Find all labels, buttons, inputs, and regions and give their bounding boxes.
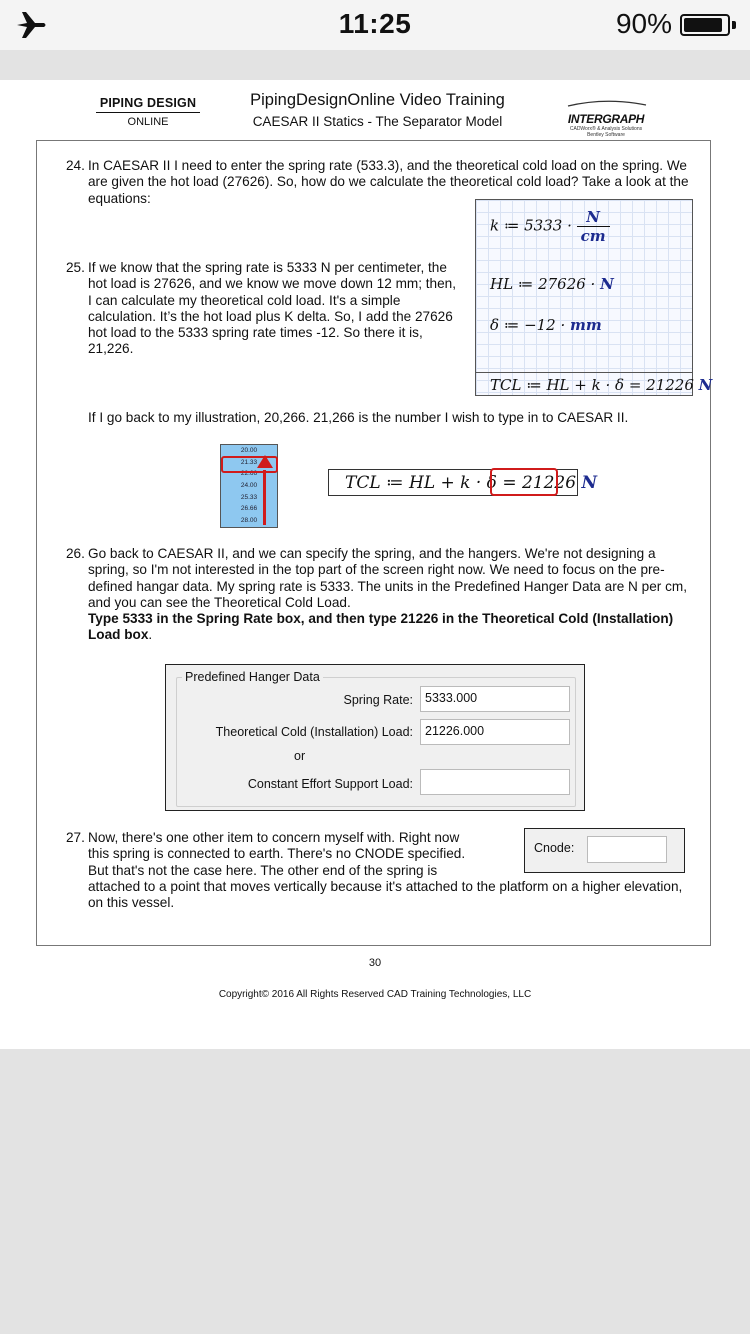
viewer-empty-area: [0, 1049, 750, 1334]
constant-effort-load-input[interactable]: [420, 769, 570, 795]
step-24-number: 24.: [66, 158, 85, 173]
illustration-note: If I go back to my illustration, 20,266. 21,266 is the number I wish to type in to CAESAR II.: [88, 410, 629, 425]
predefined-hanger-data-panel: [165, 664, 585, 811]
tcl-result-highlight: [490, 468, 558, 496]
eq-hl-unit: N: [600, 275, 614, 293]
scale-value: 25.33: [240, 493, 258, 501]
battery-level-fill: [684, 18, 722, 32]
scale-arrow-up-icon: [257, 455, 273, 468]
intergraph-tagline: CADWorx® & Analysis Solutions: [569, 126, 643, 132]
eq-k-unit-fraction: [577, 208, 610, 245]
battery-percent: 90%: [615, 8, 672, 39]
eq-tcl-lhs: TCL ≔ HL + k · δ = 21226: [490, 376, 694, 394]
intergraph-logo: [560, 94, 652, 138]
cnode-label: Cnode:: [534, 841, 575, 855]
scale-value: 20.00: [240, 447, 258, 454]
header-title-line1: PipingDesignOnline Video Training: [250, 91, 505, 109]
header-title-line2: CAESAR II Statics - The Separator Model: [252, 114, 503, 129]
eq-delta-unit: mm: [570, 316, 602, 334]
intergraph-swoosh: [560, 99, 652, 107]
tcl-equation: [345, 473, 597, 493]
eq-displacement: [490, 316, 602, 334]
logo-left-line1: PIPING DESIGN: [96, 96, 200, 113]
page-number: 30: [368, 957, 382, 969]
eq-delta-lhs: δ ≔ −12 ·: [490, 316, 566, 334]
eq-spring-rate: [490, 208, 610, 245]
spring-rate-input[interactable]: 5333.000: [420, 686, 570, 712]
scale-value: 26.66: [240, 505, 258, 513]
clock-time: 11:25: [338, 8, 412, 39]
battery-icon: [680, 14, 730, 36]
step-27-line2: this spring is connected to earth. There's no CNODE specified.: [88, 846, 466, 862]
eq-hot-load: [490, 275, 614, 293]
document-page[interactable]: [0, 80, 750, 1049]
equations-panel: [475, 199, 713, 396]
spring-rate-label: Spring Rate:: [343, 693, 413, 707]
intergraph-name: INTERGRAPH: [567, 112, 645, 126]
theoretical-cold-load-label: Theoretical Cold (Installation) Load:: [215, 725, 413, 739]
eq-theoretical-cold-load: [490, 376, 712, 394]
scale-value: 28.00: [240, 517, 258, 525]
eq-divider: [476, 372, 692, 373]
step-27-line3: But that's not the case here. The other end of the spring is: [88, 862, 438, 878]
tcl2-unit: N: [581, 473, 598, 493]
eq-hl-lhs: HL ≔ 27626 ·: [490, 275, 596, 293]
theoretical-cold-load-input[interactable]: 21226.000: [420, 719, 570, 745]
cnode-panel: [524, 828, 685, 873]
step-26-instruction-tail: .: [148, 627, 153, 643]
step-27-line4: attached to a point that moves vertically because it's attached to the platform on a higher elevation, on this vessel.: [88, 878, 683, 911]
eq-k-den: cm: [580, 227, 606, 245]
viewer-top-margin: [0, 50, 750, 80]
constant-effort-load-label: Constant Effort Support Load:: [247, 777, 413, 791]
step-25-number: 25.: [66, 260, 85, 275]
eq-k-num: N: [577, 208, 610, 227]
scale-value: 22.66: [240, 470, 258, 478]
step-24-text: In CAESAR II I need to enter the spring rate (533.3), and the theoretical cold load on the spring. We are given the hot load (27626). So, how do we calculate the theoretical cold load? Take a look at the equations:: [88, 158, 689, 206]
status-bar: [0, 0, 750, 50]
logo-left-line2: ONLINE: [127, 116, 169, 128]
eq-k-lhs: k ≔ 5333 ·: [490, 216, 572, 235]
battery-tip: [732, 21, 736, 29]
step-26-text: Go back to CAESAR II, and we can specify the spring, and the hangers. We're not designing a spring, so I'm not interested in the top part of the screen right now. We need to focus on the pre-defined hangar data. My spring rate is 5333. The units in the Predefined Hanger Data are N per cm, and you can see the Theoretical Cold Load.: [88, 546, 687, 610]
step-26-number: 26.: [66, 546, 85, 561]
step-27-line1: Now, there's one other item to concern myself with. Right now: [88, 830, 460, 845]
scale-arrow-line: [263, 470, 266, 525]
step-26-body: [88, 546, 698, 644]
piping-design-online-logo: [96, 96, 200, 128]
scale-value: 21.33: [240, 458, 258, 466]
cnode-input[interactable]: [587, 836, 667, 863]
page-header-title: [225, 91, 530, 129]
step-27-number: 27.: [66, 830, 85, 845]
tcl2-lhs: TCL ≔ HL + k · δ = 21226: [345, 473, 577, 493]
step-25-text: If we know that the spring rate is 5333 N per centimeter, the hot load is 27626, and we know we move down 12 mm; then, I can calculate my theoretical cold load. It's a simple calculation. It’s the hot load plus K delta. So, I add the 27626 hot load to the 5333 spring rate times -12. So there it is, 21,226.: [88, 260, 457, 357]
scale-value: 24.00: [240, 482, 258, 490]
or-label: or: [294, 749, 306, 763]
eq-tcl-unit: N: [698, 376, 713, 394]
next-page-edge: [744, 80, 750, 1049]
intergraph-tagline2: Bentley Software: [587, 132, 625, 138]
copyright-notice: Copyright© 2016 All Rights Reserved CAD Training Technologies, LLC: [218, 989, 532, 1000]
hanger-group-title: Predefined Hanger Data: [182, 670, 323, 684]
step-26-instruction: Type 5333 in the Spring Rate box, and then type 21226 in the Theoretical Cold (Installation) Load box: [88, 611, 674, 643]
